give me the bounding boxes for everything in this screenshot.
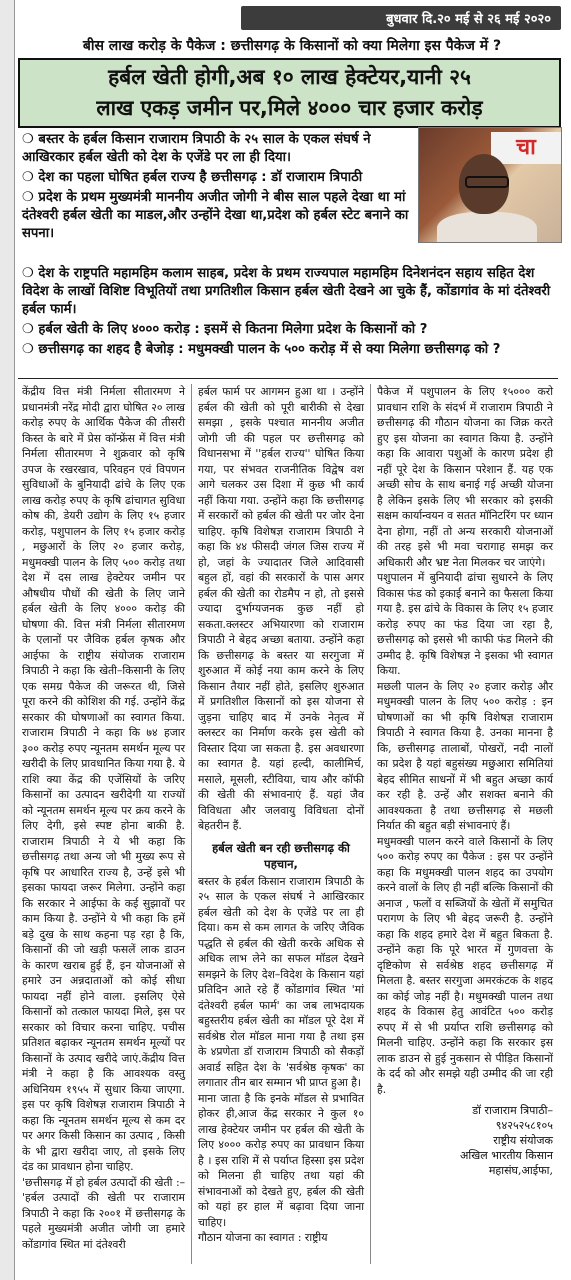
- highlight-points: [22, 131, 410, 245]
- signature-line: अखिल भारतीय किसान: [460, 1149, 553, 1162]
- column-subheading: हर्बल खेती बन रही छत्तीसगढ़ की पहचान,: [212, 840, 350, 871]
- article-paragraph: मधुमक्खी पालन करने वाले किसानों के लिए ५०० करोड़ रुपए का पैकेज : इस पर उन्होंने कहा कि मधुमक्खी पालन शहद का उपयोग करने वालों के लिए ही नहीं बल्कि किसानों की अनाज , फलों व सब्जियों के खेतों में समुचित परागण के लिए भी बेहद जरूरी है. उन्होंने कहा कि शहद हमारे देश में बहुत बिकता है. उन्होंने कहा कि पूरे भारत में गुणवत्ता के दृष्टिकोण से सर्वश्रेष्ठ शहद छत्तीसगढ़ में मिलता है. बस्तर सरगुजा अमरकंटक के शहद का कोई जोड़ नहीं है। मधुमक्खी पालन तथा शहद के विकास हेतु आवंटित ५०० करोड़ रुपए में से भी प्रर्याप्त राशि छत्तीसगढ़ को मिलनी चाहिए. उन्होंने कहा कि सरकार इस लाक डाउन से हुई नुकसान से पीड़ित किसानों के दर्द को और समझे यही उम्मीद की जा रही है.: [377, 834, 553, 1096]
- highlight-points-wide: [22, 265, 562, 361]
- signature-line: राष्ट्रीय संयोजक: [493, 1134, 553, 1147]
- article-paragraph: मछली पालन के लिए २० हजार करोड़ और मधुमक्खी पालन के लिए ५०० करोड़ : इन घोषणाओं का भी कृषि विशेषज्ञ राजाराम त्रिपाठी ने स्वागत किया है. उनका मानना है कि, छत्तीसगढ़ तालाबों, पोखरों, नदी नालों का प्रदेश है यहां बहुसंख्य मछुआरा समितियां बेहद सीमित साधनों में भी बहुत अच्छा कार्य कर रही है. उन्हें और सशक्त बनाने की आवश्यकता है तथा छत्तीसगढ़ से मछली निर्यात की बहुत बड़ी संभावनाएं हैं।: [377, 679, 553, 832]
- article-paragraph: गौठान योजना का स्वागत : राष्ट्रीय: [198, 1231, 328, 1244]
- highlight-point: ❍ छत्तीसगढ़ का शहद है बेजोड़ : मधुमक्खी पालन के ५०० करोड़ में से क्या मिलेगा छत्तीसगढ़ को ?: [22, 342, 501, 357]
- highlight-point: ❍ देश का पहला घोषित हर्बल राज्य है छत्तीसगढ़ : डॉ राजाराम त्रिपाठी: [22, 170, 363, 185]
- highlight-point: ❍ हर्बल खेती के लिए ४००० करोड़ : इसमें से कितना मिलेगा प्रदेश के किसानों को ?: [22, 322, 428, 337]
- article-column-3: [377, 384, 553, 1178]
- article-paragraph: बस्तर के हर्बल किसान राजाराम त्रिपाठी के २५ साल के एकल संघर्ष ने आखिरकार हर्बल खेती को देश के एजेंडे पर ला ही दिया। कम से कम लागत के जरिए जैविक पद्धति से हर्बल की खेती करके अधिक से अधिक लाभ लेने का सफल मॉडल देखने समझने के लिए देश–विदेश के किसान यहां प्रतिदिन आते रहे हैं कोंडागांव स्थित 'मां दंतेश्वरी हर्बल फार्म' का जब लाभदायक बहुस्तरीय हर्बल खेती का मॉडल पूरे देश में सर्वश्रेष्ठ रोल मॉडल माना गया है तथा इस के ४प्रणेता डॉ राजाराम त्रिपाठी को सैकड़ों अवार्ड सहित देश के 'सर्वश्रेष्ठ कृषक' का लगातार तीन बार सम्मान भी प्राप्त हुआ है।: [198, 874, 364, 1089]
- column-separator: [191, 384, 192, 1264]
- farmer-photo: [418, 127, 562, 243]
- photo-shirt: [437, 212, 537, 243]
- headline-line-2: लाख एकड़ जमीन पर,मिले ४००० चार हजार करोड़: [96, 96, 483, 120]
- signature-line: महासंघ,आईफा,: [488, 1164, 553, 1177]
- main-headline: [18, 58, 561, 128]
- article-column-1: [22, 384, 185, 1252]
- page-edge-strip: [0, 0, 15, 1280]
- highlight-point: ❍ बस्तर के हर्बल किसान राजाराम त्रिपाठी के २५ साल के एकल संघर्ष ने आखिरकार हर्बल खेती को देश के एजेंडे पर ला ही दिया।: [22, 132, 371, 165]
- article-paragraph: हर्बल फार्म पर आगमन हुआ था । उन्होंने हर्बल की खेती को पूरी बारीकी से देखा समझा , इसके पश्चात माननीय अजीत जोगी जी की पहल पर छत्तीसगढ़ को विधानसभा में ''हर्बल राज्य'' घोषित किया गया, पर संभवत राजनीतिक विद्वेष वश आगे चलकर उस दिशा में कुछ भी कार्य नहीं किया गया. उन्होंने कहा कि छत्तीसगढ़ में सरकारों को हर्बल की खेती पर जोर देना चाहिए. कृषि विशेषज्ञ राजाराम त्रिपाठी ने कहा कि ४४ फीसदी जंगल जिस राज्य में हो, जहां के ज्यादातर जिले आदिवासी बहुल हों, वहां की सरकारों के पास अगर हर्बल की खेती का रोडमैप न हो, तो इससे ज्यादा दुर्भाग्यजनक कुछ नहीं हो सकता.क्लस्टर अभियारणा को राजाराम त्रिपाठी ने बेहद अच्छा बताया. उन्होंने कहा कि छत्तीसगढ़ के बस्तर या सरगुजा में शुरुआत में कोई नया काम करने के लिए किसान तैयार नहीं होते, इसलिए शुरुआत में प्रगतिशील किसानों को इस योजना से जुड़ना चाहिए बाद में उनके नेतृत्व में क्लस्टर का निर्माण करके इस खेती को विस्तार दिया जा सकता है. इस अवधारणा का स्वागत है. यहां हल्दी, कालीमिर्च, मसाले, मूसली, स्टीविया, चाय और कॉफी की खेती की संभावनाएं हैं. यहां जैव विविधता और जलवायु विविधता दोनों बेहतरीन हैं.: [198, 385, 364, 832]
- article-paragraph: केंद्रीय वित्त मंत्री निर्मला सीतारमण ने प्रधानमंत्री नरेंद्र मोदी द्वारा घोषित २० लाख करोड़ रुपए के आर्थिक पैकेज की तीसरी किस्त के बारे में प्रेस कॉन्फ्रेंस में वित्त मंत्री निर्मला सीतारमण ने शुक्रवार को कृषि उपज के रखरखाव, परिवहन एवं विपणन सुविधाओं के बुनियादी ढांचे के लिए एक लाख करोड़ रुपए के कृषि ढांचागत सुविधा कोष की, डेयरी उद्योग के लिए १५ हजार करोड़, पशुपालन के लिए १५ हजार करोड़ , मछुआरों के लिए २० हजार करोड़, मधुमक्खी पालन के लिए ५०० करोड़ तथा देश में दस लाख हेक्टेयर जमीन पर औषधीय पौधों की खेती के लिए जाने हर्बल खेती के लिए ४००० करोड़ की घोषणा की. वित्त मंत्री निर्मला सीतारमण के एलानों पर जैविक हर्बल कृषक और आईफा के राष्ट्रीय संयोजक राजाराम त्रिपाठी ने कहा कि खेती–किसानी के लिए एक समग्र पैकेज की जरूरत थी, जिसे पूरा करने की कोशिश की गई. उन्होंने केंद्र सरकार की घोषणाओं का स्वागत किया. राजाराम त्रिपाठी ने कहा कि ७४ हजार ३०० करोड़ रुपए न्यूनतम समर्थन मूल्य पर खरीदी के लिए प्रावधानित किया गया है. ये राशि क्या केंद्र की एजेंसियों के जरिए किसानों का उत्पादन खरीदेगी या राज्यों को न्यूनतम समर्थन मूल्य पर क्रय करने के लिए देगी, इसे स्पष्ट होना बाकी है. राजाराम त्रिपाठी ने ये भी कहा कि छत्तीसगढ़ तथा अन्य जो भी मुख्य रूप से कृषि पर आधारित राज्य है, उन्हें इसे भी इसका फायदा जरूर मिलेगा. उन्होंने कहा कि सरकार ने आईफा के कई सुझावों पर काम किया है. उन्होंने ये भी कहा कि हमें बड़े दुख के साथ कहना पड़ रहा है कि, किसानों की जो खड़ी फसलें लाक डाउन के कारण खराब हुई हैं, इन योजनाओं से हमारे उन अन्नदाताओं को कोई सीधा फायदा नहीं होने वाला. इसलिए ऐसे किसानों को तत्काल फायदा मिले, इस पर सरकार को विचार करना चाहिए. पचीस प्रतिशत बढ़ाकर न्यूनतम समर्थन मूल्यों पर किसानों के उत्पाद खरीदे जाएं.केंद्रीय वित्त मंत्री ने कहा है कि आवश्यक वस्तु अधिनियम १९५५ में सुधार किया जाएगा. इस पर कृषि विशेषज्ञ राजाराम त्रिपाठी ने कहा कि न्यूनतम समर्थन मूल्य से कम दर पर अगर किसी किसान का उत्पाद , किसी के भी द्वारा खरीदा जाए, तो इसके लिए दंड का प्रावधान होना चाहिए.: [22, 385, 186, 1173]
- column-separator: [370, 384, 371, 1264]
- kicker-headline: बीस लाख करोड़ के पैकेज : छत्तीसगढ़ के किसानों को क्या मिलेगा इस पैकेज में ?: [82, 38, 502, 54]
- article-column-2: [198, 384, 364, 1246]
- signature-line: ९४२५२५८१०५: [495, 1119, 553, 1132]
- highlight-point: ❍ प्रदेश के प्रथम मुख्यमंत्री माननीय अजीत जोगी ने बीस साल पहले देखा था मां दंतेश्वरी हर्बल खेती का माडल,और उन्होंने देखा था,प्रदेश को हर्बल स्टेट बनाने का सपना।: [22, 190, 409, 241]
- section-divider: [18, 378, 558, 379]
- photo-glasses: [465, 176, 509, 188]
- photo-banner-text: चा: [491, 132, 561, 164]
- article-paragraph: 'छत्तीसगढ़ में हो हर्बल उत्पादों की खेती :– 'हर्बल उत्पादों की खेती पर राजाराम त्रिपाठी ने कहा कि २००१ में छत्तीसगढ़ के पहले मुख्यमंत्री अजीत जोगी जा हमारे कोंडागांव स्थित मां दंतेश्वरी: [22, 1175, 185, 1251]
- article-paragraph: पशुपालन में बुनियादी ढांचा सुधारने के लिए विकास फंड को इकाई बनाने का फैसला किया गया है. इस ढांचे के विकास के लिए १५ हजार करोड़ रुपए का फंड दिया जा रहा है, छत्तीसगढ़ को इससे भी काफी फंड मिलने की उम्मीद है. कृषि विशेषज्ञ ने इसका भी स्वागत किया.: [377, 571, 554, 677]
- signature-line: डॉ राजाराम त्रिपाठी–: [472, 1104, 553, 1117]
- highlight-point: ❍ देश के राष्ट्रपति महामहिम कलाम साहब, प्रदेश के प्रथम राज्यपाल महामहिम दिनेशनंदन सहाय सहित देश विदेश के लाखों विशिष्ट विभूतियों तथा प्रगतिशील किसान हर्बल खेती देखने आ चुके हैं, कोंडागांव के मां दंतेश्वरी हर्बल फार्म।: [22, 266, 551, 317]
- dateline: बुधवार दि.२० मई से २६ मई २०२०: [241, 6, 561, 30]
- article-paragraph: पैकेज में पशुपालन के लिए १५००० करो प्रावधान राशि के संदर्भ में राजाराम त्रिपाठी ने छत्तीसगढ़ की गौठान योजना का जिक्र करते हुए इस योजना का स्वागत किया है. उन्होंने कहा कि आवारा पशुओं के कारण प्रदेश ही नहीं पूरे देश के किसान परेशान हैं. यह एक अच्छी सोच के साथ बनाई गई अच्छी योजना है लेकिन इसके लिए भी सरकार को इसकी सक्षम कार्यान्वयन व सतत मॉनिटरिंग पर ध्यान देना होगा, नहीं तो अन्य सरकारी योजनाओं की तरह इसे भी मवा चरागाह समझ कर अधिकारी और भ्रष्ट नेता मिलकर चर जाएंगे।: [377, 385, 553, 569]
- article-paragraph: माना जाता है कि इनके मॉडल से प्रभावित होकर ही,आज केंद्र सरकार ने कुल १० लाख हेक्टेयर जमीन पर हर्बल की खेती के लिए ४००० करोड़ रुपए का प्रावधान किया है । इस राशि में से पर्याप्त हिस्सा इस प्रदेश को मिलना ही चाहिए तथा यहां की संभावनाओं को देखते हुए, हर्बल की खेती को यहां हर हाल में बढ़ावा दिया जाना चाहिए।: [198, 1091, 364, 1229]
- headline-line-1: हर्बल खेती होगी,अब १० लाख हेक्टेयर,यानी २५: [108, 65, 471, 89]
- author-signature: [377, 1103, 553, 1178]
